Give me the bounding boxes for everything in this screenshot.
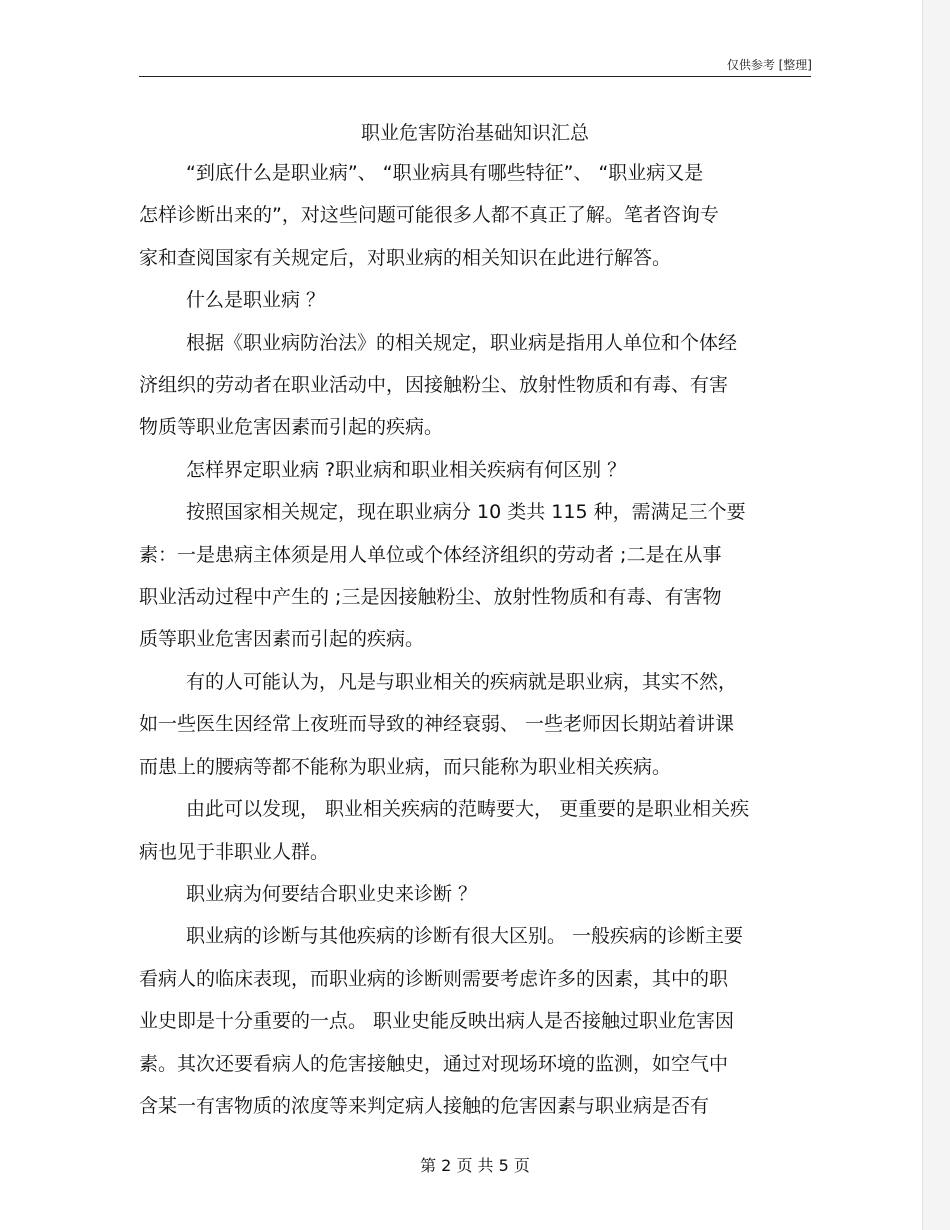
header-reference-tag: 仅供参考 [整理] xyxy=(726,58,812,72)
text-line: 什么是职业病 ？ xyxy=(186,289,326,312)
text-line: 根据《职业病防治法》的相关规定，职业病是指用人单位和个体经 xyxy=(186,331,738,354)
text-line: 由此可以发现， 职业相关疾病的范畴要大， 更重要的是职业相关疾 xyxy=(186,798,750,821)
text-line: 职业活动过程中产生的 ;三是因接触粉尘、放射性物质和有毒、有害物 xyxy=(139,586,722,609)
text-line: 职业病为何要结合职业史来诊断 ？ xyxy=(186,882,478,905)
text-line: 物质等职业危害因素而引起的疾病。 xyxy=(139,416,444,439)
paragraph xyxy=(139,491,811,661)
text-line: 有的人可能认为，凡是与职业相关的疾病就是职业病，其实不然， xyxy=(186,670,738,693)
section-heading xyxy=(139,873,811,915)
text-line: 家和查阅国家有关规定后，对职业病的相关知识在此进行解答。 xyxy=(139,246,672,269)
text-line: 看病人的临床表现，而职业病的诊断则需要考虑许多的因素，其中的职 xyxy=(139,967,729,990)
header-divider xyxy=(139,76,811,77)
section-heading xyxy=(139,449,811,491)
text-line: 而患上的腰病等都不能称为职业病，而只能称为职业相关疾病。 xyxy=(139,755,672,778)
text-line: 怎样界定职业病 ?职业病和职业相关疾病有何区别 ？ xyxy=(186,458,627,481)
paragraph xyxy=(139,322,811,449)
paragraph xyxy=(139,788,811,873)
paragraph-intro xyxy=(139,152,811,279)
paragraph xyxy=(139,661,811,788)
text-line: 含某一有害物质的浓度等来判定病人接触的危害因素与职业病是否有 xyxy=(139,1094,710,1117)
text-line: “到底什么是职业病”、 “职业病具有哪些特征”、 “职业病又是 xyxy=(186,162,704,184)
text-line: 质等职业危害因素而引起的疾病。 xyxy=(139,628,425,651)
text-line: 怎样诊断出来的”，对这些问题可能很多人都不真正了解。笔者咨询专 xyxy=(139,204,719,227)
text-line: 按照国家相关规定，现在职业病分 10 类共 115 种，需满足三个要 xyxy=(186,501,746,524)
document-body xyxy=(139,152,811,1127)
text-line: 素。其次还要看病人的危害接触史，通过对现场环境的监测，如空气中 xyxy=(139,1052,729,1075)
text-line: 病也见于非职业人群。 xyxy=(139,840,330,863)
text-line: 职业病的诊断与其他疾病的诊断有很大区别。 一般疾病的诊断主要 xyxy=(186,925,744,948)
paragraph xyxy=(139,915,811,1127)
page-number-footer: 第 2 页 共 5 页 xyxy=(420,1156,530,1175)
section-heading xyxy=(139,279,811,321)
text-line: 业史即是十分重要的一点。 职业史能反映出病人是否接触过职业危害因 xyxy=(139,1010,735,1033)
text-line: 如一些医生因经常上夜班而导致的神经衰弱、 一些老师因长期站着讲课 xyxy=(139,713,735,736)
text-line: 济组织的劳动者在职业活动中，因接触粉尘、放射性物质和有毒、有害 xyxy=(139,374,729,397)
document-title: 职业危害防治基础知识汇总 xyxy=(360,122,589,144)
text-line: 素：一是患病主体须是用人单位或个体经济组织的劳动者 ;二是在从事 xyxy=(139,543,722,566)
